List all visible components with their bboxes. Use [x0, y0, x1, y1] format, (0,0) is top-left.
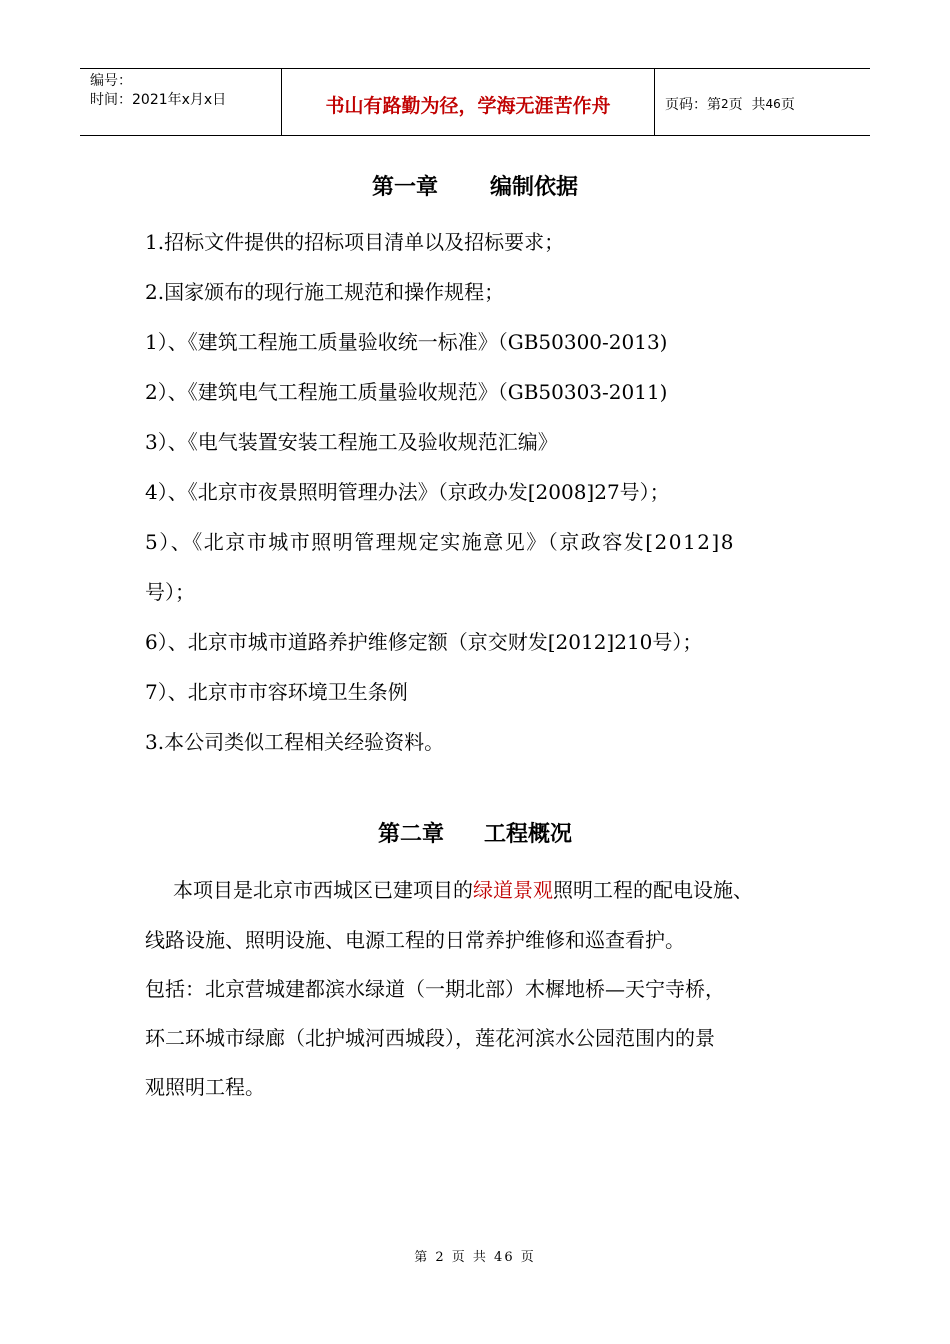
page-total: 46	[765, 97, 781, 111]
chapter-2-title	[0, 817, 950, 848]
basis-item: 4）、《北京市夜景照明管理办法》（京政办发[2008]27号）；	[145, 480, 670, 504]
overview-line: 包括：北京营城建都滨水绿道（一期北部）木樨地桥—天宁寺桥，	[145, 977, 725, 1001]
basis-item: 1.招标文件提供的招标项目清单以及招标要求；	[145, 230, 565, 254]
page-mid: 页 共	[728, 97, 766, 113]
basis-item: 2.国家颁布的现行施工规范和操作规程；	[145, 280, 505, 304]
basis-item: 3.本公司类似工程相关经验资料。	[145, 730, 445, 754]
overview-text: 本项目是北京市西城区已建项目的	[173, 878, 473, 902]
overview-paragraph-line	[173, 874, 753, 903]
document-number-label: 编号：	[90, 73, 132, 89]
highlighted-term: 绿道景观	[473, 878, 553, 902]
page-number: 2	[721, 97, 729, 111]
chapter-1-number: 第一章	[371, 175, 438, 200]
chapter-2-number: 第二章	[377, 822, 444, 847]
basis-item-continuation: 号）；	[145, 580, 195, 604]
header-motto: 书山有路勤为径，学海无涯苦作舟	[282, 69, 655, 135]
basis-item: 1）、《建筑工程施工质量验收统一标准》（GB50300-2013)	[145, 330, 668, 354]
page-header	[80, 68, 870, 136]
page-footer: 第 2 页 共 46 页	[414, 1250, 536, 1265]
basis-item: 3）、《电气装置安装工程施工及验收规范汇编》	[145, 430, 558, 454]
basis-item: 7）、北京市市容环境卫生条例	[145, 680, 408, 704]
header-meta	[80, 69, 282, 135]
chapter-2-name: 工程概况	[484, 822, 573, 847]
overview-line: 环二环城市绿廊（北护城河西城段），莲花河滨水公园范围内的景	[145, 1026, 715, 1050]
basis-item: 5）、《北京市城市照明管理规定实施意见》（京政容发[2012]8	[145, 530, 735, 554]
chapter-1-title	[0, 170, 950, 201]
overview-line: 线路设施、照明设施、电源工程的日常养护维修和巡查看护。	[145, 928, 685, 952]
page-suffix: 页	[780, 97, 795, 113]
overview-line: 观照明工程。	[145, 1075, 265, 1099]
header-page-indicator	[655, 69, 870, 135]
chapter-1-name: 编制依据	[490, 175, 579, 200]
basis-item: 2）、《建筑电气工程施工质量验收规范》（GB50303-2011)	[145, 380, 668, 404]
overview-text: 照明工程的配电设施、	[553, 878, 753, 902]
basis-item: 6）、北京市城市道路养护维修定额（京交财发[2012]210号）；	[145, 630, 703, 654]
document-date: 时间：2021年x月x日	[90, 92, 227, 108]
page-prefix: 页码：第	[665, 97, 721, 113]
